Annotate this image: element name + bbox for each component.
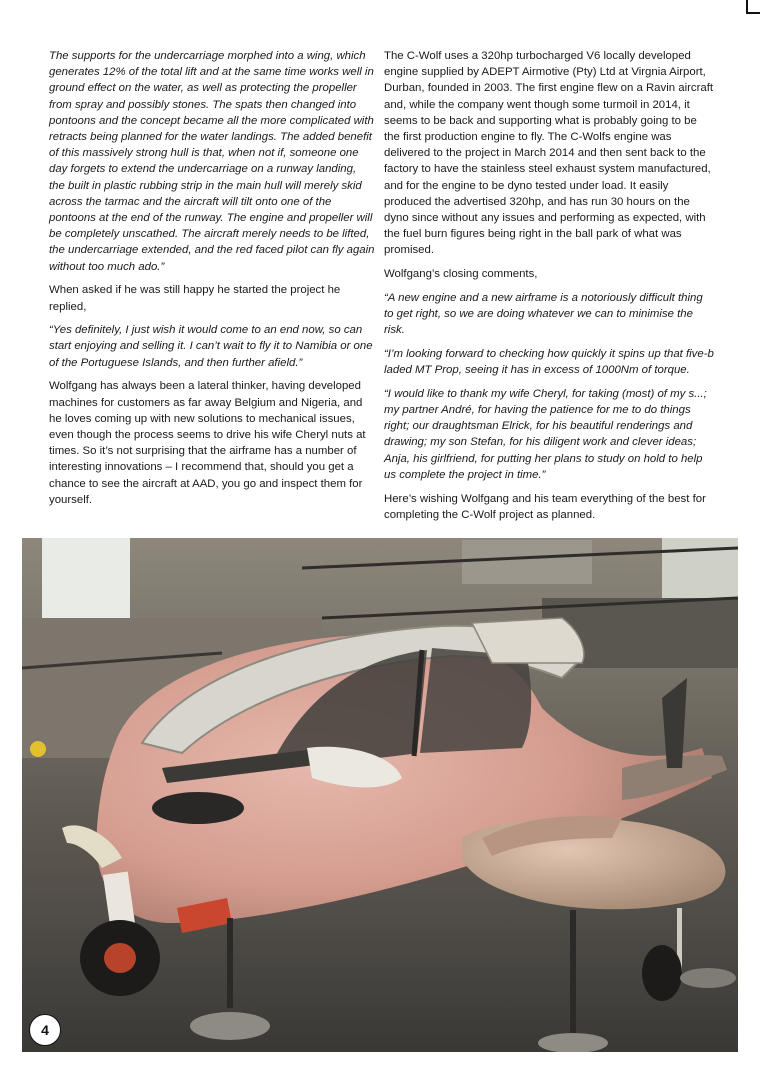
right-paragraph-6: Here’s wishing Wolfgang and his team everything of the best for completing the C-Wolf project as planned.	[384, 492, 706, 521]
page-corner-mark	[746, 0, 760, 14]
article-left-column	[49, 48, 375, 515]
article-right-column	[384, 48, 714, 530]
right-paragraph-3: “A new engine and a new airframe is a notoriously difficult thing to get right, so we are doing whatever we can to minimise the risk.	[384, 291, 703, 337]
right-paragraph-2: Wolfgang’s closing comments,	[384, 268, 538, 281]
page-number-badge: 4	[29, 1014, 61, 1046]
aircraft-workshop-photo	[22, 538, 738, 1052]
aircraft-illustration	[22, 538, 738, 1052]
right-paragraph-4: “I’m looking forward to checking how quickly it spins up that five-b laded MT Prop, seeing it has in excess of 1000Nm of torque.	[384, 347, 714, 377]
left-paragraph-2: When asked if he was still happy he started the project he replied,	[49, 284, 341, 313]
left-paragraph-1: The supports for the undercarriage morphed into a wing, which generates 12% of the total lift and at the same time works well in ground effect on the water, as well as protecting the propeller from spray and possibly stones. The spats then changed into pontoons and the concept became all the more complicated with retracts being planned for the water landings. The added benefit of this massively strong hull is that, when not if, someone one day forgets to extend the undercarriage on a runway landing, the built in plastic rubbing strip in the main hull will merely skid across the tarmac and the aircraft will tilt onto one of the pontoons at the end of the runway. The engine and propeller will be completely unscathed. The aircraft merely needs to be lifted, the undercarriage extended, and the red faced pilot can fly again without too much ado.”	[49, 50, 375, 273]
right-paragraph-5: “I would like to thank my wife Cheryl, for taking (most) of my s...; my partner André, for having the patience for me to do things right; our draughtsman Elrick, for his beautiful renderings and drawing; my son Stefan, for his diligent work and clever ideas; Anja, his girlfriend, for putting her plans to study on hold to help us complete the project in time.”	[384, 387, 707, 481]
left-paragraph-4: Wolfgang has always been a lateral thinker, having developed machines for customers as far away Belgium and Nigeria, and he loves coming up with new solutions to mechanical issues, even though the process seems to drive his wife Cheryl nuts at times. So it’s not surprising that the airframe has a number of interesting innovations – I recommend that, should you get a chance to see the aircraft at AAD, you go and inspect them for yourself.	[49, 380, 366, 506]
left-paragraph-3: “Yes definitely, I just wish it would come to an end now, so can start enjoying and selling it. I can’t wait to fly it to Namibia or one of the Portuguese Islands, and then further afield.”	[49, 324, 373, 369]
right-paragraph-1: The C-Wolf uses a 320hp turbocharged V6 locally developed engine supplied by ADEPT Airmotive (Pty) Ltd at Virgnia Airport, Durban, founded in 2003. The first engine flew on a Ravin aircraft and, while the company went though some turmoil in 2014, it seems to be back and supporting what is probably going to be the first production engine to fly. The C-Wolfs engine was delivered to the project in March 2014 and then sent back to the factory to have the stainless steel exhaust system manufactured, and for the engine to be dyno tested under load. It easily produced the advertised 320hp, and has run 30 hours on the dyno since without any issues and performing as expected, with the fuel burn figures being right in the ball park of what was promised.	[384, 50, 714, 257]
